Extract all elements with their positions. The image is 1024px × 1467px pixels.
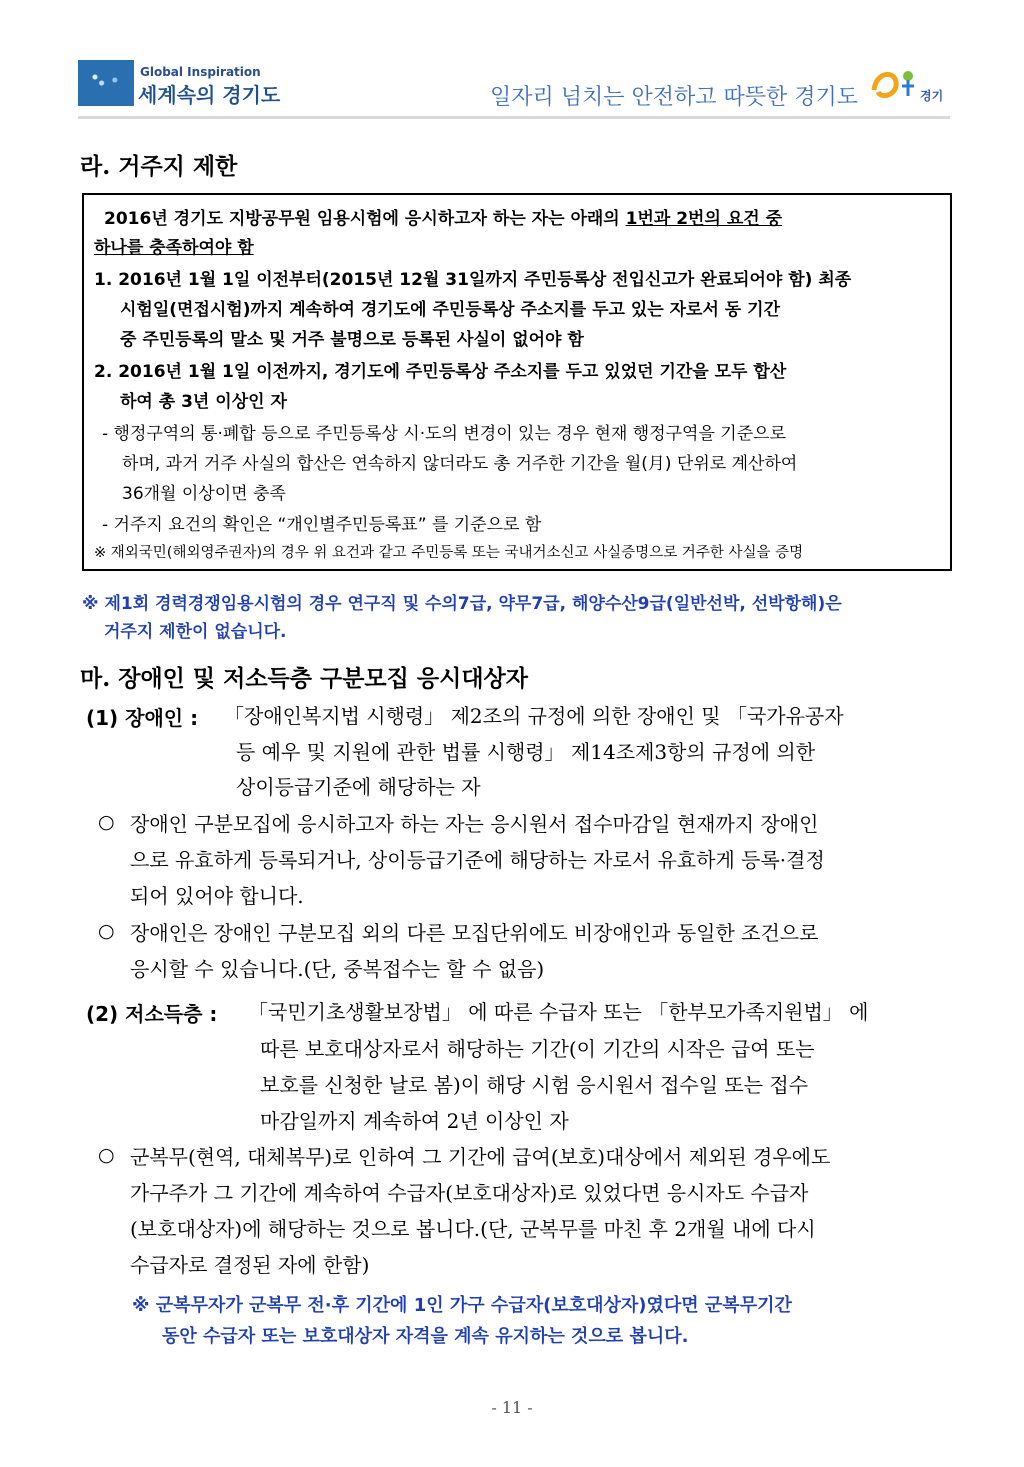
bullet-circle-icon: ○ — [98, 1144, 115, 1166]
military-note-line1: ※ 군복무자가 군복무 전·후 기간에 1인 가구 수급자(보호대상자)였다면 군복무기간 — [132, 1295, 792, 1316]
lowincome-bullet-line3: (보호대상자)에 해당하는 것으로 봅니다.(단, 군복무를 마친 후 2개월 내에 다시 — [130, 1217, 816, 1241]
emblem-icon — [868, 64, 950, 106]
box-dash2: - 거주지 요건의 확인은 “개인별주민등록표” 를 기준으로 함 — [102, 515, 542, 535]
disabled-bullet2-line2: 응시할 수 있습니다.(단, 중복접수는 할 수 없음) — [130, 957, 545, 981]
box-item1-line3: 중 주민등록의 말소 및 거주 불명으로 등록된 사실이 없어야 함 — [120, 330, 584, 350]
logo-title: 세계속의 경기도 — [138, 83, 281, 107]
lowincome-bullet-line1: 군복무(현역, 대체복무)로 인하여 그 기간에 급여(보호)대상에서 제외된 경우에도 — [130, 1145, 831, 1169]
lowincome-label: (2) 저소득층 : — [86, 1002, 218, 1026]
lowincome-bullet-line2: 가구주가 그 기간에 계속하여 수급자(보호대상자)로 있었다면 응시자도 수급자 — [130, 1181, 809, 1205]
box-intro-underlined: 1번과 2번의 요건 중 — [625, 209, 783, 229]
box-item2-line1: 2. 2016년 1월 1일 이전까지, 경기도에 주민등록상 주소지를 두고 있었던 기간을 모두 합산 — [94, 362, 787, 382]
disabled-bullet1-line1: 장애인 구분모집에 응시하고자 하는 자는 응시원서 접수마감일 현재까지 장애인 — [130, 812, 819, 836]
box-star-note: ※ 재외국민(해외영주권자)의 경우 위 요건과 같고 주민등록 또는 국내거소신고 사실증명으로 거주한 사실을 증명 — [94, 545, 804, 561]
disabled-def-line2: 등 예우 및 지원에 관한 법률 시행령」 제14조제3항의 규정에 의한 — [236, 740, 816, 764]
bullet-circle-icon: ○ — [98, 920, 115, 942]
box-item1-line1: 1. 2016년 1월 1일 이전부터(2015년 12월 31일까지 주민등록상 전입신고가 완료되어야 함) 최종 — [94, 270, 852, 290]
box-intro-line1 — [104, 204, 782, 229]
header-slogan: 일자리 넘치는 안전하고 따뜻한 경기도 — [489, 85, 858, 110]
residence-exception-note-line1: ※ 제1회 경력경쟁임용시험의 경우 연구직 및 수의7급, 약무7급, 해양수산9급(일반선박, 선박항해)은 — [82, 594, 842, 614]
lowincome-def-line2: 따른 보호대상자로서 해당하는 기간(이 기간의 시작은 급여 또는 — [260, 1037, 815, 1061]
bullet-circle-icon: ○ — [98, 811, 115, 833]
box-dash1-line2: 하며, 과거 거주 사실의 합산은 연속하지 않더라도 총 거주한 기간을 월(月) 단위로 계산하여 — [122, 454, 798, 474]
military-note-line2: 동안 수급자 또는 보호대상자 자격을 계속 유지하는 것으로 봅니다. — [162, 1326, 689, 1347]
lowincome-def-line3: 보호를 신청한 날로 봄)이 해당 시험 응시원서 접수일 또는 접수 — [260, 1073, 809, 1097]
disabled-def-line1: 「장애인복지법 시행령」 제2조의 규정에 의한 장애인 및 「국가유공자 — [224, 704, 844, 728]
gyeonggi-logo-icon — [78, 60, 134, 106]
lowincome-def-line4: 마감일까지 계속하여 2년 이상인 자 — [260, 1109, 569, 1133]
section-ma-title: 마. 장애인 및 저소득층 구분모집 응시대상자 — [80, 665, 528, 692]
emblem-label: 경기 — [920, 89, 944, 103]
disabled-label: (1) 장애인 : — [86, 706, 199, 730]
box-intro-text: 2016년 경기도 지방공무원 임용시험에 응시하고자 하는 자는 아래의 — [104, 209, 626, 229]
residence-exception-note-line2: 거주지 제한이 없습니다. — [104, 622, 287, 642]
section-ra-title: 라. 거주지 제한 — [80, 153, 238, 180]
disabled-def-line3: 상이등급기준에 해당하는 자 — [236, 775, 481, 799]
disabled-bullet1-line3: 되어 있어야 합니다. — [130, 884, 304, 908]
logo-subtitle: Global Inspiration — [140, 65, 261, 79]
lowincome-def-line1: 「국민기초생활보장법」 에 따른 수급자 또는 「한부모가족지원법」 에 — [248, 1000, 869, 1024]
header-divider — [78, 116, 950, 119]
lowincome-bullet-line4: 수급자로 결정된 자에 한함) — [130, 1253, 370, 1277]
page-header — [78, 60, 950, 120]
box-item1-line2: 시험일(면접시험)까지 계속하여 경기도에 주민등록상 주소지를 두고 있는 자로서 동 기간 — [120, 300, 780, 320]
box-dash1-line1: - 행정구역의 통·폐합 등으로 주민등록상 시·도의 변경이 있는 경우 현재 행정구역을 기준으로 — [102, 424, 786, 444]
disabled-bullet2-line1: 장애인은 장애인 구분모집 외의 다른 모집단위에도 비장애인과 동일한 조건으로 — [130, 921, 819, 945]
page-number: - 11 - — [491, 1398, 533, 1417]
box-item2-line2: 하여 총 3년 이상인 자 — [120, 392, 287, 412]
disabled-bullet1-line2: 으로 유효하게 등록되거나, 상이등급기준에 해당하는 자로서 유효하게 등록·결정 — [130, 848, 825, 872]
box-intro-line2: 하나를 충족하여야 함 — [94, 238, 254, 258]
box-dash1-line3: 36개월 이상이면 충족 — [122, 484, 286, 504]
